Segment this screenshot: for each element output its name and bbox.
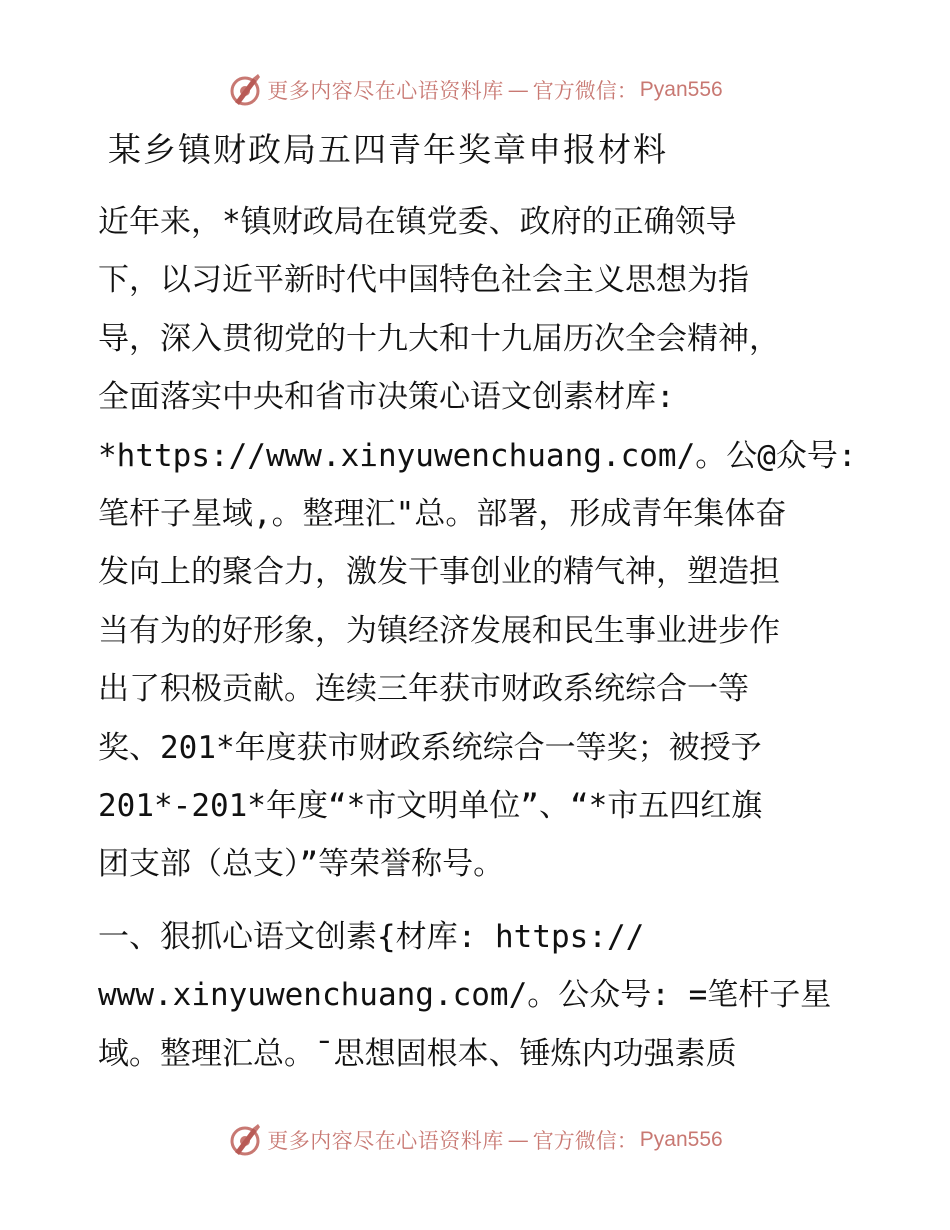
text-line: 团支部（总支）”等荣誉称号。 bbox=[98, 846, 505, 883]
banner-separator: — bbox=[507, 78, 529, 102]
text-line: 发向上的聚合力，激发干事创业的精气神，塑造担 bbox=[98, 554, 780, 591]
paragraph-intro bbox=[98, 193, 858, 894]
text-line: 全面落实中央和省市决策心语文创素材库: bbox=[98, 379, 675, 416]
text-line: 导，深入贯彻党的十九大和十九届历次全会精神， bbox=[98, 320, 780, 357]
text-line: www.xinyuwenchuang.com/。公众号: =笔杆子星 bbox=[98, 977, 832, 1014]
banner-wechat-label: 官方微信： bbox=[532, 1129, 638, 1153]
header-watermark-banner bbox=[0, 68, 950, 112]
banner-text: 更多内容尽在心语资料库 bbox=[267, 1129, 504, 1153]
text-line: 域。整理汇总。¯思想固根本、锤炼内功强素质 bbox=[98, 1035, 737, 1072]
banner-text: 更多内容尽在心语资料库 bbox=[267, 79, 504, 103]
text-line: 近年来，*镇财政局在镇党委、政府的正确领导 bbox=[98, 204, 737, 240]
text-line: 201*-201*年度“*市文明单位”、“*市五四红旗 bbox=[98, 787, 763, 824]
footer-watermark-banner bbox=[0, 1118, 950, 1162]
text-line: 笔杆子星域,。整理汇"总。部署，形成青年集体奋 bbox=[98, 495, 787, 532]
banner-wechat-id: Pyan556 bbox=[639, 1128, 723, 1151]
text-line: 一、狠抓心语文创素{材库: https:// bbox=[98, 919, 645, 955]
text-line: 下，以习近平新时代中国特色社会主义思想为指 bbox=[98, 262, 749, 299]
brand-logo-icon bbox=[227, 1122, 263, 1158]
banner-wechat-id: Pyan556 bbox=[639, 78, 723, 101]
text-line: 出了积极贡献。连续三年获市财政系统综合一等 bbox=[98, 671, 749, 708]
banner-separator: — bbox=[507, 1128, 529, 1152]
text-line: *https://www.xinyuwenchuang.com/。公@众号: bbox=[98, 437, 857, 474]
banner-wechat-label: 官方微信： bbox=[532, 79, 638, 103]
brand-logo-icon bbox=[227, 72, 263, 108]
text-line: 奖、201*年度获市财政系统综合一等奖；被授予 bbox=[98, 729, 762, 766]
paragraph-section-one bbox=[98, 908, 858, 1083]
document-title: 某乡镇财政局五四青年奖章申报材料 bbox=[108, 130, 668, 169]
text-line: 当有为的好形象，为镇经济发展和民生事业进步作 bbox=[98, 612, 780, 649]
